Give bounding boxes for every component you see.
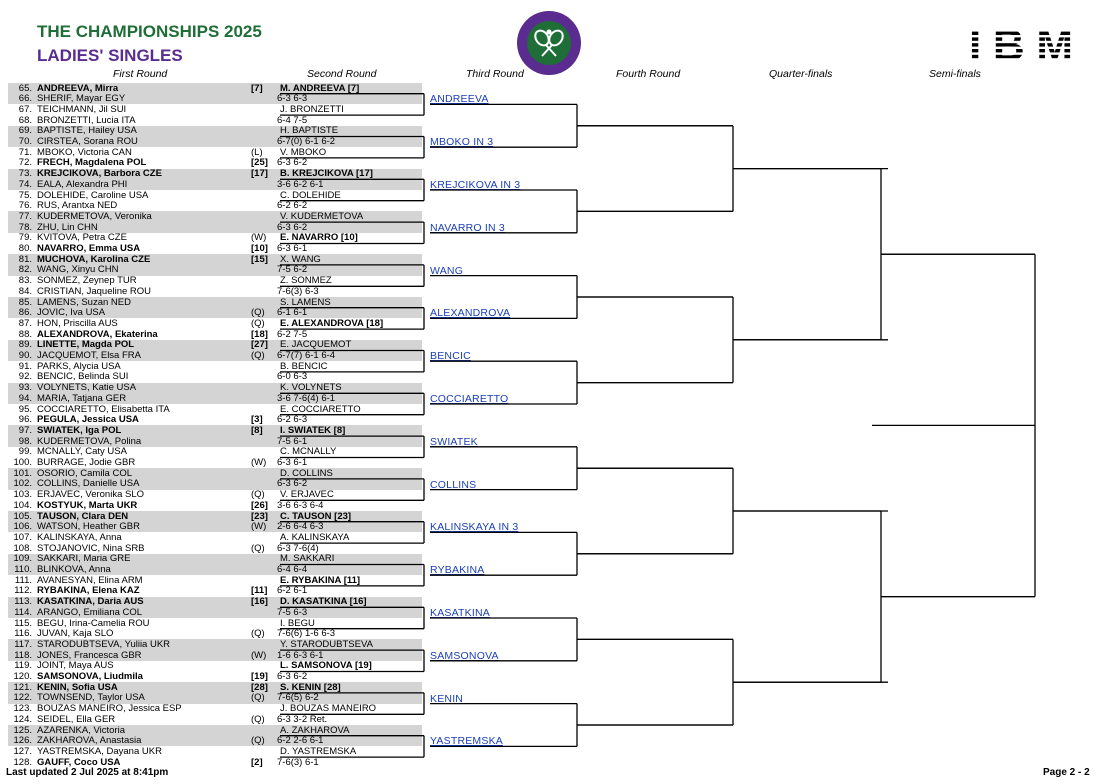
player-name: PARKS, Alycia USA	[37, 360, 121, 372]
player-name: AZARENKA, Victoria	[37, 724, 125, 736]
second-round-score: 6-2 7-5	[277, 328, 308, 340]
draw-number: 81.	[18, 253, 32, 265]
second-round-winner: E. JACQUEMOT	[280, 339, 352, 351]
draw-number: 85.	[18, 296, 32, 308]
player-name: MBOKO, Victoria CAN	[37, 146, 132, 158]
second-round-score: 6-3 6-2	[277, 157, 308, 169]
player-name: KUDERMETOVA, Veronika	[37, 210, 152, 222]
player-seed: [27]	[251, 339, 268, 351]
draw-number: 102.	[13, 478, 32, 490]
player-seed: [7]	[251, 82, 263, 94]
third-round-link[interactable]: ANDREEVA	[430, 93, 489, 106]
second-round-score: 6-3 6-1	[277, 243, 308, 254]
player-name: KENIN, Sofia USA	[37, 681, 118, 693]
draw-number: 106.	[13, 521, 32, 533]
draw-number: 75.	[18, 189, 32, 201]
player-name: COLLINS, Danielle USA	[37, 478, 140, 490]
draw-number: 124.	[13, 713, 32, 725]
draw-title: THE CHAMPIONSHIPS 2025	[37, 22, 262, 41]
third-round-link[interactable]: RYBAKINA	[430, 564, 485, 577]
second-round-score: 6-4 7-5	[277, 114, 308, 126]
second-round-score: 6-2 6-3	[277, 414, 308, 426]
round-header-third: Third Round	[466, 68, 524, 80]
draw-number: 101.	[13, 467, 32, 479]
player-name: BAPTISTE, Hailey USA	[37, 125, 137, 137]
second-round-winner: S. KENIN [28]	[280, 681, 341, 693]
player-name: JOVIC, Iva USA	[37, 307, 106, 319]
player-seed: [18]	[251, 328, 268, 340]
second-round-winner: A. KALINSKAYA	[280, 531, 350, 543]
draw-number: 92.	[18, 371, 32, 383]
player-name: SWIATEK, Iga POL	[37, 424, 122, 436]
draw-number: 116.	[14, 628, 32, 640]
player-name: CIRSTEA, Sorana ROU	[37, 136, 138, 147]
draw-number: 87.	[18, 317, 32, 329]
second-round-score: 6-3 6-1	[277, 457, 308, 468]
player-name: EALA, Alexandra PHI	[37, 178, 128, 190]
player-seed: [3]	[251, 414, 263, 426]
player-name: TEICHMANN, Jil SUI	[37, 103, 127, 115]
draw-number: 88.	[18, 328, 32, 340]
player-seed: (W)	[251, 649, 267, 661]
second-round-winner: D. COLLINS	[280, 467, 333, 479]
second-round-score: 6-7(0) 6-1 6-2	[277, 136, 336, 147]
draw-number: 127.	[13, 745, 32, 757]
draw-number: 96.	[18, 414, 32, 426]
second-round-winner: E. ALEXANDROVA [18]	[280, 317, 384, 329]
second-round-score: 2-6 6-4 6-3	[277, 521, 324, 533]
draw-number: 74.	[18, 178, 32, 190]
player-name: BENCIC, Belinda SUI	[37, 371, 129, 383]
round-header-fourth: Fourth Round	[616, 68, 681, 80]
second-round-score: 7-5 6-2	[277, 264, 308, 276]
draw-number: 123.	[13, 703, 32, 715]
round-header-second: Second Round	[307, 68, 377, 80]
draw-number: 115.	[14, 617, 32, 629]
second-round-score: 6-0 6-3	[277, 371, 308, 383]
player-name: JONES, Francesca GBR	[37, 649, 142, 661]
draw-number: 77.	[18, 210, 32, 222]
third-round-link[interactable]: KENIN	[430, 692, 464, 705]
player-name: GAUFF, Coco USA	[37, 756, 121, 768]
second-round-winner: E. NAVARRO [10]	[280, 232, 358, 244]
player-name: OSORIO, Camila COL	[37, 467, 133, 479]
player-name: CRISTIAN, Jaqueline ROU	[37, 285, 152, 297]
player-name: JOINT, Maya AUS	[37, 660, 114, 672]
player-name: KOSTYUK, Marta UKR	[37, 499, 138, 511]
second-round-score: 7-6(3) 6-1	[277, 756, 319, 768]
player-seed: (Q)	[251, 489, 265, 501]
draw-number: 98.	[18, 435, 32, 447]
player-seed: [11]	[251, 585, 268, 597]
second-round-winner: Y. STARODUBTSEVA	[280, 638, 373, 650]
player-seed: [8]	[251, 424, 263, 436]
draw-number: 97.	[18, 424, 32, 436]
player-name: LINETTE, Magda POL	[37, 339, 135, 351]
second-round-score: 6-3 3-2 Ret.	[277, 713, 328, 725]
player-seed: [2]	[251, 756, 263, 768]
player-name: AVANESYAN, Elina ARM	[37, 574, 143, 586]
player-name: SEIDEL, Ella GER	[37, 713, 116, 725]
second-round-winner: C. DOLEHIDE	[280, 189, 341, 201]
second-round-winner: K. VOLYNETS	[280, 382, 342, 394]
draw-number: 73.	[18, 168, 32, 180]
second-round-score: 7-6(5) 6-2	[277, 692, 319, 704]
second-round-score: 6-3 6-2	[277, 671, 308, 682]
player-name: ALEXANDROVA, Ekaterina	[37, 328, 158, 340]
player-seed: (Q)	[251, 713, 265, 725]
player-name: HON, Priscilla AUS	[37, 317, 118, 329]
player-seed: [16]	[251, 596, 268, 608]
second-round-score: 6-4 6-4	[277, 564, 308, 575]
second-round-winner: M. ANDREEVA [7]	[280, 82, 360, 94]
player-name: BURRAGE, Jodie GBR	[37, 457, 136, 468]
second-round-score: 7-6(3) 6-3	[277, 285, 319, 297]
second-round-winner: A. ZAKHAROVA	[280, 724, 350, 736]
second-round-score: 6-3 6-2	[277, 478, 308, 490]
draw-number: 67.	[18, 103, 32, 115]
draw-number: 110.	[14, 564, 32, 575]
draw-number: 71.	[18, 146, 32, 158]
second-round-winner: C. MCNALLY	[280, 446, 337, 458]
draw-number: 99.	[18, 446, 32, 458]
draw-subtitle: LADIES' SINGLES	[37, 46, 183, 65]
player-name: ZHU, Lin CHN	[37, 221, 98, 233]
draw-number: 114.	[14, 606, 32, 618]
third-round-link[interactable]: ALEXANDROVA	[430, 307, 511, 320]
second-round-winner: M. SAKKARI	[280, 553, 335, 565]
draw-number: 100.	[13, 457, 32, 468]
third-round-link[interactable]: WANG	[430, 264, 464, 277]
player-name: WANG, Xinyu CHN	[37, 264, 119, 276]
player-name: MARIA, Tatjana GER	[37, 392, 127, 404]
player-name: JACQUEMOT, Elsa FRA	[37, 350, 141, 361]
player-seed: [17]	[251, 168, 268, 180]
player-seed: [15]	[251, 253, 268, 265]
player-name: MUCHOVA, Karolina CZE	[37, 253, 151, 265]
draw-number: 76.	[18, 200, 32, 212]
draw-number: 113.	[14, 596, 32, 608]
second-round-score: 6-2 6-2	[277, 200, 308, 212]
second-round-winner: B. KREJCIKOVA [17]	[280, 168, 373, 180]
second-round-score: 7-6(6) 1-6 6-3	[277, 628, 336, 640]
draw-number: 107.	[13, 531, 32, 543]
draw-number: 78.	[18, 221, 32, 233]
draw-number: 121.	[13, 681, 32, 693]
player-seed: (Q)	[251, 628, 265, 640]
player-name: STARODUBTSEVA, Yuliia UKR	[37, 638, 171, 650]
third-round-link[interactable]: KREJCIKOVA IN 3	[430, 179, 521, 191]
second-round-winner: J. BRONZETTI	[280, 103, 344, 115]
draw-number: 68.	[18, 114, 32, 126]
player-name: YASTREMSKA, Dayana UKR	[37, 745, 162, 757]
draw-number: 112.	[14, 585, 32, 597]
second-round-score: 6-3 6-2	[277, 221, 308, 233]
player-name: NAVARRO, Emma USA	[37, 243, 141, 254]
player-name: MCNALLY, Caty USA	[37, 446, 127, 458]
draw-number: 93.	[18, 382, 32, 394]
second-round-winner: S. LAMENS	[280, 296, 331, 308]
player-name: SAMSONOVA, Liudmila	[37, 671, 143, 682]
second-round-winner: J. BOUZAS MANEIRO	[280, 703, 377, 715]
player-seed: [19]	[251, 671, 268, 682]
second-round-score: 7-5 6-3	[277, 606, 308, 618]
draw-number: 84.	[18, 285, 32, 297]
player-seed: (W)	[251, 232, 267, 244]
draw-number: 83.	[18, 275, 32, 287]
draw-number: 72.	[18, 157, 32, 169]
draw-number: 104.	[13, 499, 32, 511]
second-round-score: 7-5 6-1	[277, 435, 308, 447]
third-round-link[interactable]: KALINSKAYA IN 3	[430, 521, 519, 534]
draw-number: 128.	[13, 756, 32, 768]
draw-number: 94.	[18, 392, 32, 404]
draw-number: 105.	[13, 510, 32, 522]
draw-number: 70.	[18, 136, 32, 147]
player-name: PEGULA, Jessica USA	[37, 414, 139, 426]
second-round-winner: B. BENCIC	[280, 360, 328, 372]
second-round-winner: V. ERJAVEC	[280, 489, 334, 501]
second-round-score: 6-3 7-6(4)	[277, 542, 319, 554]
player-name: SHERIF, Mayar EGY	[37, 93, 126, 105]
second-round-score: 6-7(7) 6-1 6-4	[277, 350, 336, 361]
draw-number: 86.	[18, 307, 32, 319]
player-seed: [26]	[251, 499, 268, 511]
player-name: BLINKOVA, Anna	[37, 564, 111, 575]
second-round-score: 6-2 6-1	[277, 585, 308, 597]
player-name: BEGU, Irina-Camelia ROU	[37, 617, 150, 629]
player-seed: [28]	[251, 681, 268, 693]
draw-number: 90.	[18, 350, 32, 361]
second-round-winner: E. RYBAKINA [11]	[280, 574, 361, 586]
third-round-link[interactable]: COLLINS	[430, 478, 477, 491]
draw-number: 69.	[18, 125, 32, 137]
player-name: ARANGO, Emiliana COL	[37, 606, 143, 618]
player-name: WATSON, Heather GBR	[37, 521, 140, 533]
player-seed: (L)	[251, 146, 263, 158]
player-seed: (Q)	[251, 735, 265, 747]
player-seed: (Q)	[251, 350, 265, 361]
draw-number: 95.	[18, 403, 32, 415]
player-seed: (Q)	[251, 307, 265, 319]
player-name: RYBAKINA, Elena KAZ	[37, 585, 140, 597]
second-round-winner: E. COCCIARETTO	[280, 403, 361, 415]
second-round-winner: C. TAUSON [23]	[280, 510, 352, 522]
player-name: ERJAVEC, Veronika SLO	[37, 489, 145, 501]
player-name: VOLYNETS, Katie USA	[37, 382, 137, 394]
draw-number: 122.	[13, 692, 32, 704]
third-round-link[interactable]: COCCIARETTO	[430, 393, 509, 405]
second-round-winner: I. BEGU	[280, 617, 315, 629]
second-round-winner: Z. SONMEZ	[280, 275, 332, 287]
draw-number: 80.	[18, 243, 32, 254]
third-round-link[interactable]: MBOKO IN 3	[430, 136, 494, 149]
second-round-score: 6-1 6-1	[277, 307, 308, 319]
player-name: COCCIARETTO, Elisabetta ITA	[37, 403, 170, 415]
player-seed: (W)	[251, 457, 267, 468]
player-name: BOUZAS MANEIRO, Jessica ESP	[37, 703, 182, 715]
draw-number: 109.	[13, 553, 32, 565]
player-name: SONMEZ, Zeynep TUR	[37, 275, 137, 287]
draw-number: 119.	[14, 660, 32, 672]
round-header-quarter: Quarter-finals	[769, 68, 833, 80]
second-round-score: 1-6 6-3 6-1	[277, 649, 324, 661]
second-round-winner: H. BAPTISTE	[280, 125, 339, 137]
draw-number: 118.	[14, 649, 32, 661]
player-name: ANDREEVA, Mirra	[37, 82, 119, 94]
player-seed: (W)	[251, 521, 267, 533]
player-seed: [25]	[251, 157, 268, 169]
player-name: KALINSKAYA, Anna	[37, 531, 122, 543]
player-seed: [23]	[251, 510, 268, 522]
player-name: KVITOVA, Petra CZE	[37, 232, 127, 244]
player-name: STOJANOVIC, Nina SRB	[37, 542, 145, 554]
player-name: RUS, Arantxa NED	[37, 200, 118, 212]
second-round-winner: D. KASATKINA [16]	[280, 596, 367, 608]
round-header-first: First Round	[113, 68, 168, 80]
player-seed: (Q)	[251, 317, 265, 329]
player-name: KUDERMETOVA, Polina	[37, 435, 142, 447]
second-round-winner: L. SAMSONOVA [19]	[280, 660, 372, 672]
draw-number: 125.	[13, 724, 32, 736]
draw-number: 120.	[13, 671, 32, 682]
draw-number: 111.	[14, 574, 32, 586]
second-round-winner: V. KUDERMETOVA	[280, 210, 364, 222]
draw-number: 66.	[18, 93, 32, 105]
draw-number: 91.	[18, 360, 32, 372]
draw-number: 103.	[13, 489, 32, 501]
second-round-score: 3-6 6-2 6-1	[277, 178, 324, 190]
player-name: KASATKINA, Daria AUS	[37, 596, 144, 608]
second-round-score: 3-6 6-3 6-4	[277, 499, 324, 511]
player-name: DOLEHIDE, Caroline USA	[37, 189, 149, 201]
player-name: LAMENS, Suzan NED	[37, 296, 131, 308]
player-name: SAKKARI, Maria GRE	[37, 553, 131, 565]
player-seed: (Q)	[251, 692, 265, 704]
draw-number: 108.	[13, 542, 32, 554]
draw-number: 126.	[13, 735, 32, 747]
player-name: KREJCIKOVA, Barbora CZE	[37, 168, 162, 180]
player-seed: [10]	[251, 243, 268, 254]
page-number: Page 2 - 2	[1043, 767, 1090, 778]
player-name: JUVAN, Kaja SLO	[37, 628, 114, 640]
second-round-winner: D. YASTREMSKA	[280, 745, 357, 757]
second-round-score: 6-2 2-6 6-1	[277, 735, 324, 747]
player-name: TOWNSEND, Taylor USA	[37, 692, 145, 704]
draw-number: 79.	[18, 232, 32, 244]
draw-number: 65.	[18, 82, 32, 94]
player-name: FRECH, Magdalena POL	[37, 157, 147, 169]
third-round-link[interactable]: SAMSONOVA	[430, 649, 499, 662]
round-header-semi: Semi-finals	[929, 68, 981, 80]
third-round-link[interactable]: SWIATEK	[430, 435, 478, 448]
third-round-link[interactable]: BENCIC	[430, 350, 471, 363]
second-round-winner: I. SWIATEK [8]	[280, 424, 346, 436]
player-seed: (Q)	[251, 542, 265, 554]
player-name: BRONZETTI, Lucia ITA	[37, 114, 136, 126]
draw-number: 89.	[18, 339, 32, 351]
draw-number: 117.	[14, 638, 32, 650]
second-round-score: 3-6 7-6(4) 6-1	[277, 392, 336, 404]
second-round-winner: X. WANG	[280, 253, 321, 265]
second-round-winner: V. MBOKO	[280, 146, 327, 158]
third-round-link[interactable]: KASATKINA	[430, 607, 490, 619]
third-round-link[interactable]: NAVARRO IN 3	[430, 221, 505, 234]
draw-number: 82.	[18, 264, 32, 276]
player-name: ZAKHAROVA, Anastasia	[37, 735, 142, 747]
last-updated: Last updated 2 Jul 2025 at 8:41pm	[6, 767, 169, 778]
second-round-score: 6-3 6-3	[277, 93, 308, 105]
third-round-link[interactable]: YASTREMSKA	[430, 735, 503, 748]
player-name: TAUSON, Clara DEN	[37, 510, 129, 522]
